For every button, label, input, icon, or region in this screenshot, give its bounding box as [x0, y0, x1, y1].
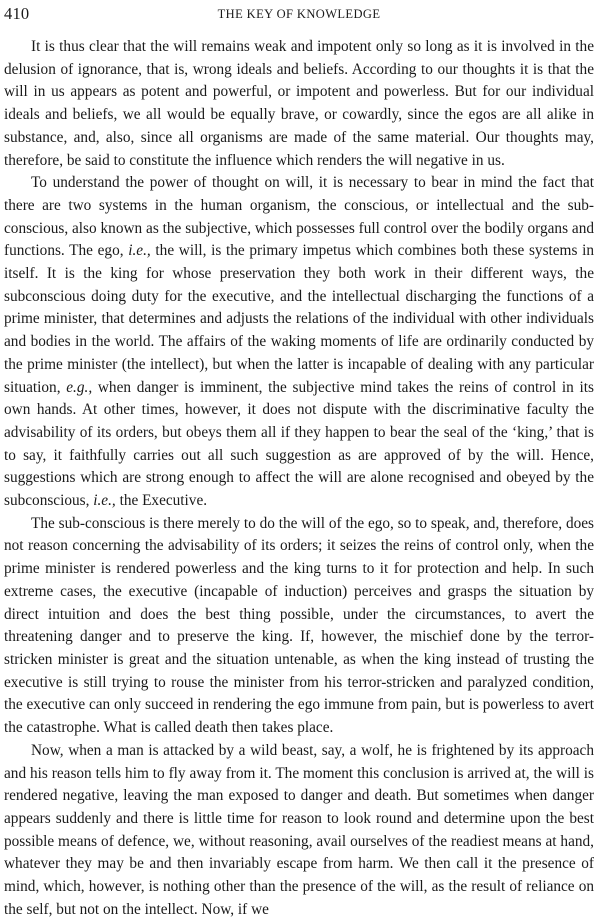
running-title: THE KEY OF KNOWLEDGE [217, 7, 381, 21]
italic-abbreviation: i.e., [93, 492, 116, 510]
text-segment: Now, when a man is attacked by a wild beast, say, a wolf, he is frightened by its approach and his reason tells him to fly away from it. The moment this conclusion is arrived at, the will is rendered negative, leaving the man exposed to danger and death. But sometimes when danger appears suddenly and there is little time for reason to look round and determine upon the best possible means of defence, we, without reasoning, avail ourselves of the readiest means at hand, whatever they may be and then invariably escape from harm. We then call it the presence of mind, which, however, is nothing other than the presence of the will, as the result of reliance on the self, but not on the intellect. Now, if we [4, 741, 594, 918]
paragraph-2 [4, 172, 594, 513]
text-segment: the will, is the primary impetus which combines both these systems in itself. It is the king for whose preservation they both work in their different ways, the subconscious doing duty for the executive, and the intellectual discharging the functions of a prime minister, that determines and adjusts the relations of the individual with other individuals and bodies in the world. The affairs of the waking moments of life are ordinarily conducted by the prime minister (the intellect), but when the latter is incapable of dealing with any particular situation, [4, 242, 594, 396]
paragraph-3 [4, 513, 594, 740]
text-segment: when danger is imminent, the subjective mind takes the reins of control in its own hands. At other times, however, it does not dispute with the discriminative faculty the advisability of its orders, but obeys them all if they happen to bear the seal of the ‘king,’ that is to say, it faithfully carries out all such suggestion as are approved of by the will. Hence, suggestions which are strong enough to affect the will are alone recognised and obeyed by the subconscious, [4, 378, 594, 510]
italic-abbreviation: i.e., [128, 242, 151, 260]
italic-abbreviation: e.g., [66, 378, 93, 396]
page-number: 410 [4, 4, 30, 23]
text-segment: To understand the power of thought on will, it is necessary to bear in mind the fact that there are two systems in the human organism, the conscious, or intellectual and the sub-conscious, also known as the subjective, which possesses full control over the bodily organs and functions. The ego, [4, 174, 594, 260]
paragraph-1 [4, 36, 594, 172]
text-segment: It is thus clear that the will remains weak and impotent only so long as it is involved in the delusion of ignorance, that is, wrong ideals and beliefs. According to our thoughts it is that the will in us appears as potent and powerful, or impotent and powerless. But for our individual ideals and beliefs, we all would be equally brave, or cowardly, since the egos are all alike in substance, and, also, since all organisms are made of the same material. Our thoughts may, therefore, be said to constitute the influence which renders the will negative in us. [4, 38, 594, 169]
body-text [4, 36, 594, 921]
text-segment: The sub-conscious is there merely to do the will of the ego, so to speak, and, therefore, does not reason concerning the advisability of its orders; it seizes the reins of control only, when the prime minister is rendered powerless and the king turns to it for protection and help. In such extreme cases, the executive (incapable of induction) perceives and grasps the situation by direct intuition and does the best thing possible, under the circumstances, to avert the threatening danger and to preserve the king. If, however, the mischief done by the terror-stricken minister is great and the situation untenable, as when the king instead of trusting the executive is still trying to rouse the minister from his terror-stricken and paralyzed condition, the executive can only succeed in rendering the ego immune from pain, but is powerless to avert the catastrophe. What is called death then takes place. [4, 514, 595, 737]
running-head [4, 4, 594, 26]
paragraph-4 [4, 740, 594, 921]
text-segment: the Executive. [115, 492, 208, 510]
